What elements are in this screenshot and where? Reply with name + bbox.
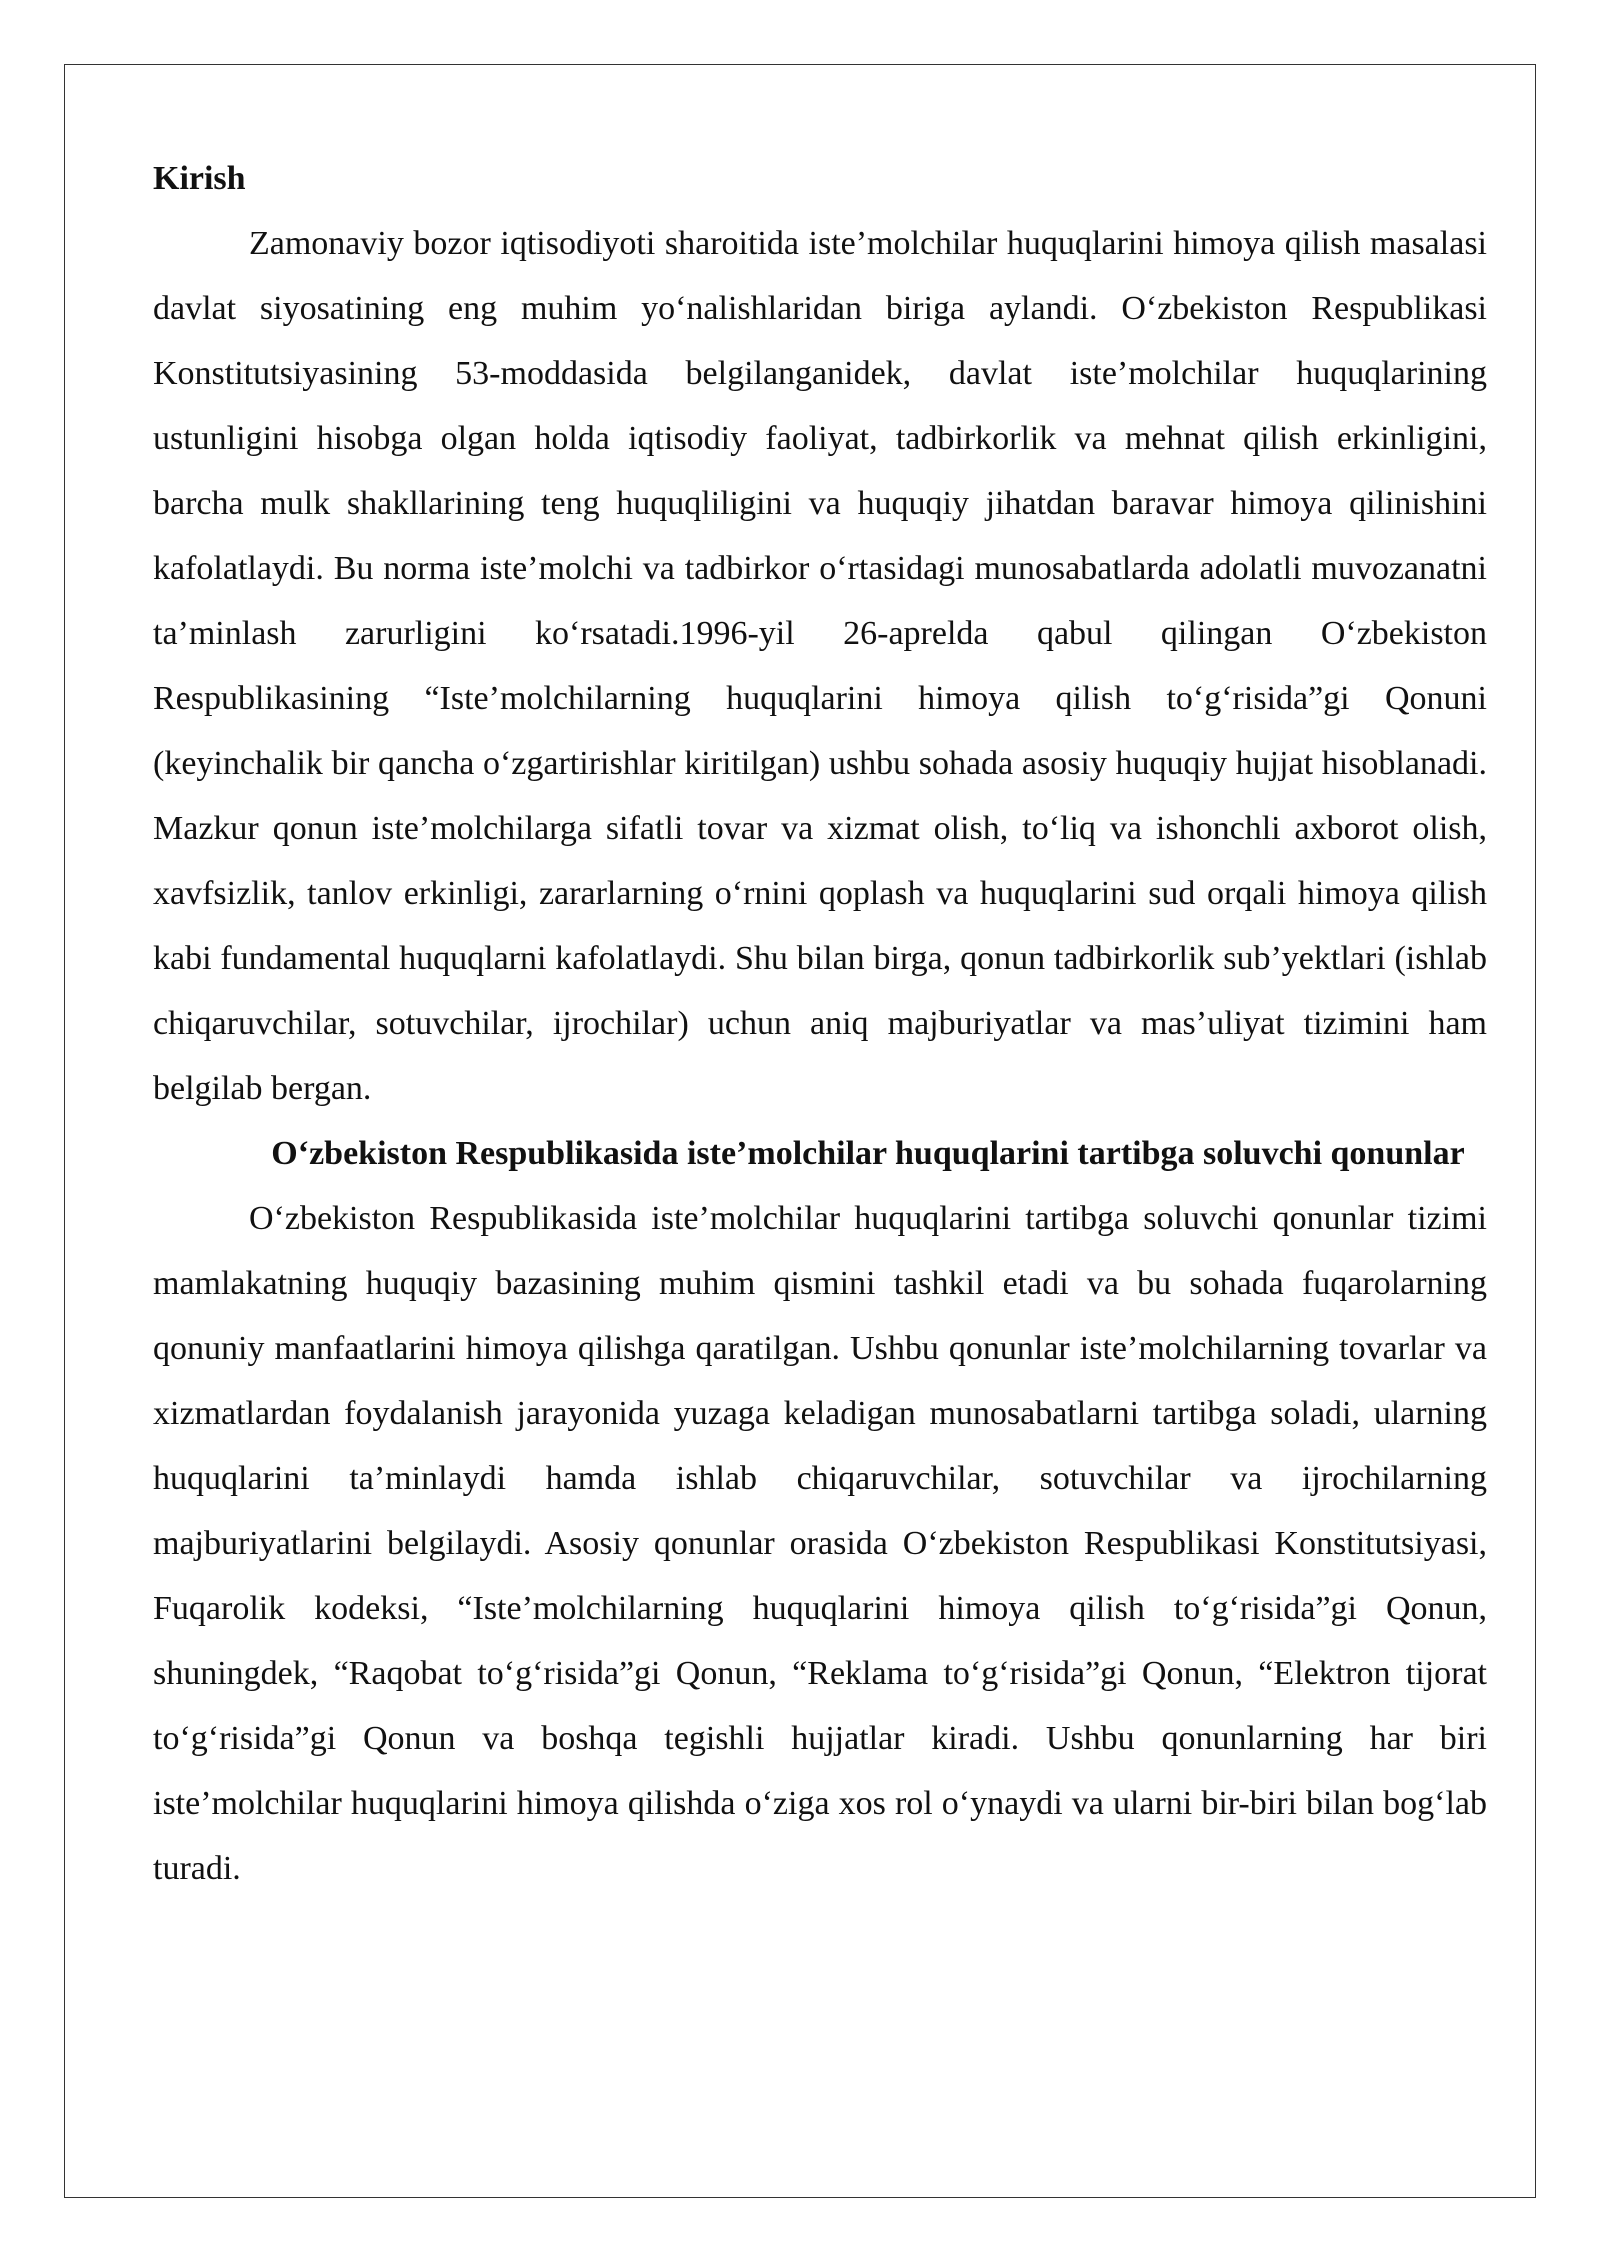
section-paragraph: O‘zbekiston Respublikasida iste’molchilar huquqlarini tartibga soluvchi qonunlar tizimi mamlakatning huquqiy bazasining muhim qismini tashkil etadi va bu sohada fuqarolarning qonuniy manfaatlarini himoya qilishga qaratilgan. Ushbu qonunlar iste’molchilarning tovarlar va xizmatlardan foydalanish jarayonida yuzaga keladigan munosabatlarni tartibga soladi, ularning huquqlarini ta’minlaydi hamda ishlab chiqaruvchilar, sotuvchilar va ijrochilarning majburiyatlarini belgilaydi. Asosiy qonunlar orasida O‘zbekiston Respublikasi Konstitutsiyasi, Fuqarolik kodeksi, “Iste’molchilarning huquqlarini himoya qilish to‘g‘risida”gi Qonun, shuningdek, “Raqobat to‘g‘risida”gi Qonun, “Reklama to‘g‘risida”gi Qonun, “Elektron tijorat to‘g‘risida”gi Qonun va boshqa tegishli hujjatlar kiradi. Ushbu qonunlarning har biri iste’molchilar huquqlarini himoya qilishda o‘ziga xos rol o‘ynaydi va ularni bir-biri bilan bog‘lab turadi.: [153, 1200, 1487, 1887]
document-body: [153, 146, 1487, 1901]
intro-heading: Kirish: [153, 160, 246, 197]
intro-paragraph: Zamonaviy bozor iqtisodiyoti sharoitida iste’molchilar huquqlarini himoya qilish masalasi davlat siyosatining eng muhim yo‘nalishlaridan biriga aylandi. O‘zbekiston Respublikasi Konstitutsiyasining 53-moddasida belgilanganidek, davlat iste’molchilar huquqlarining ustunligini hisobga olgan holda iqtisodiy faoliyat, tadbirkorlik va mehnat qilish erkinligini, barcha mulk shakllarining teng huquqliligini va huquqiy jihatdan baravar himoya qilinishini kafolatlaydi. Bu norma iste’molchi va tadbirkor o‘rtasidagi munosabatlarda adolatli muvozanatni ta’minlash zarurligini ko‘rsatadi.1996-yil 26-aprelda qabul qilingan O‘zbekiston Respublikasining “Iste’molchilarning huquqlarini himoya qilish to‘g‘risida”gi Qonuni (keyinchalik bir qancha o‘zgartirishlar kiritilgan) ushbu sohada asosiy huquqiy hujjat hisoblanadi. Mazkur qonun iste’molchilarga sifatli tovar va xizmat olish, to‘liq va ishonchli axborot olish, xavfsizlik, tanlov erkinligi, zararlarning o‘rnini qoplash va huquqlarini sud orqali himoya qilish kabi fundamental huquqlarni kafolatlaydi. Shu bilan birga, qonun tadbirkorlik sub’yektlari (ishlab chiqaruvchilar, sotuvchilar, ijrochilar) uchun aniq majburiyatlar va mas’uliyat tizimini ham belgilab bergan.: [153, 225, 1487, 1107]
section-heading: O‘zbekiston Respublikasida iste’molchilar huquqlarini tartibga soluvchi qonunlar: [271, 1135, 1465, 1172]
